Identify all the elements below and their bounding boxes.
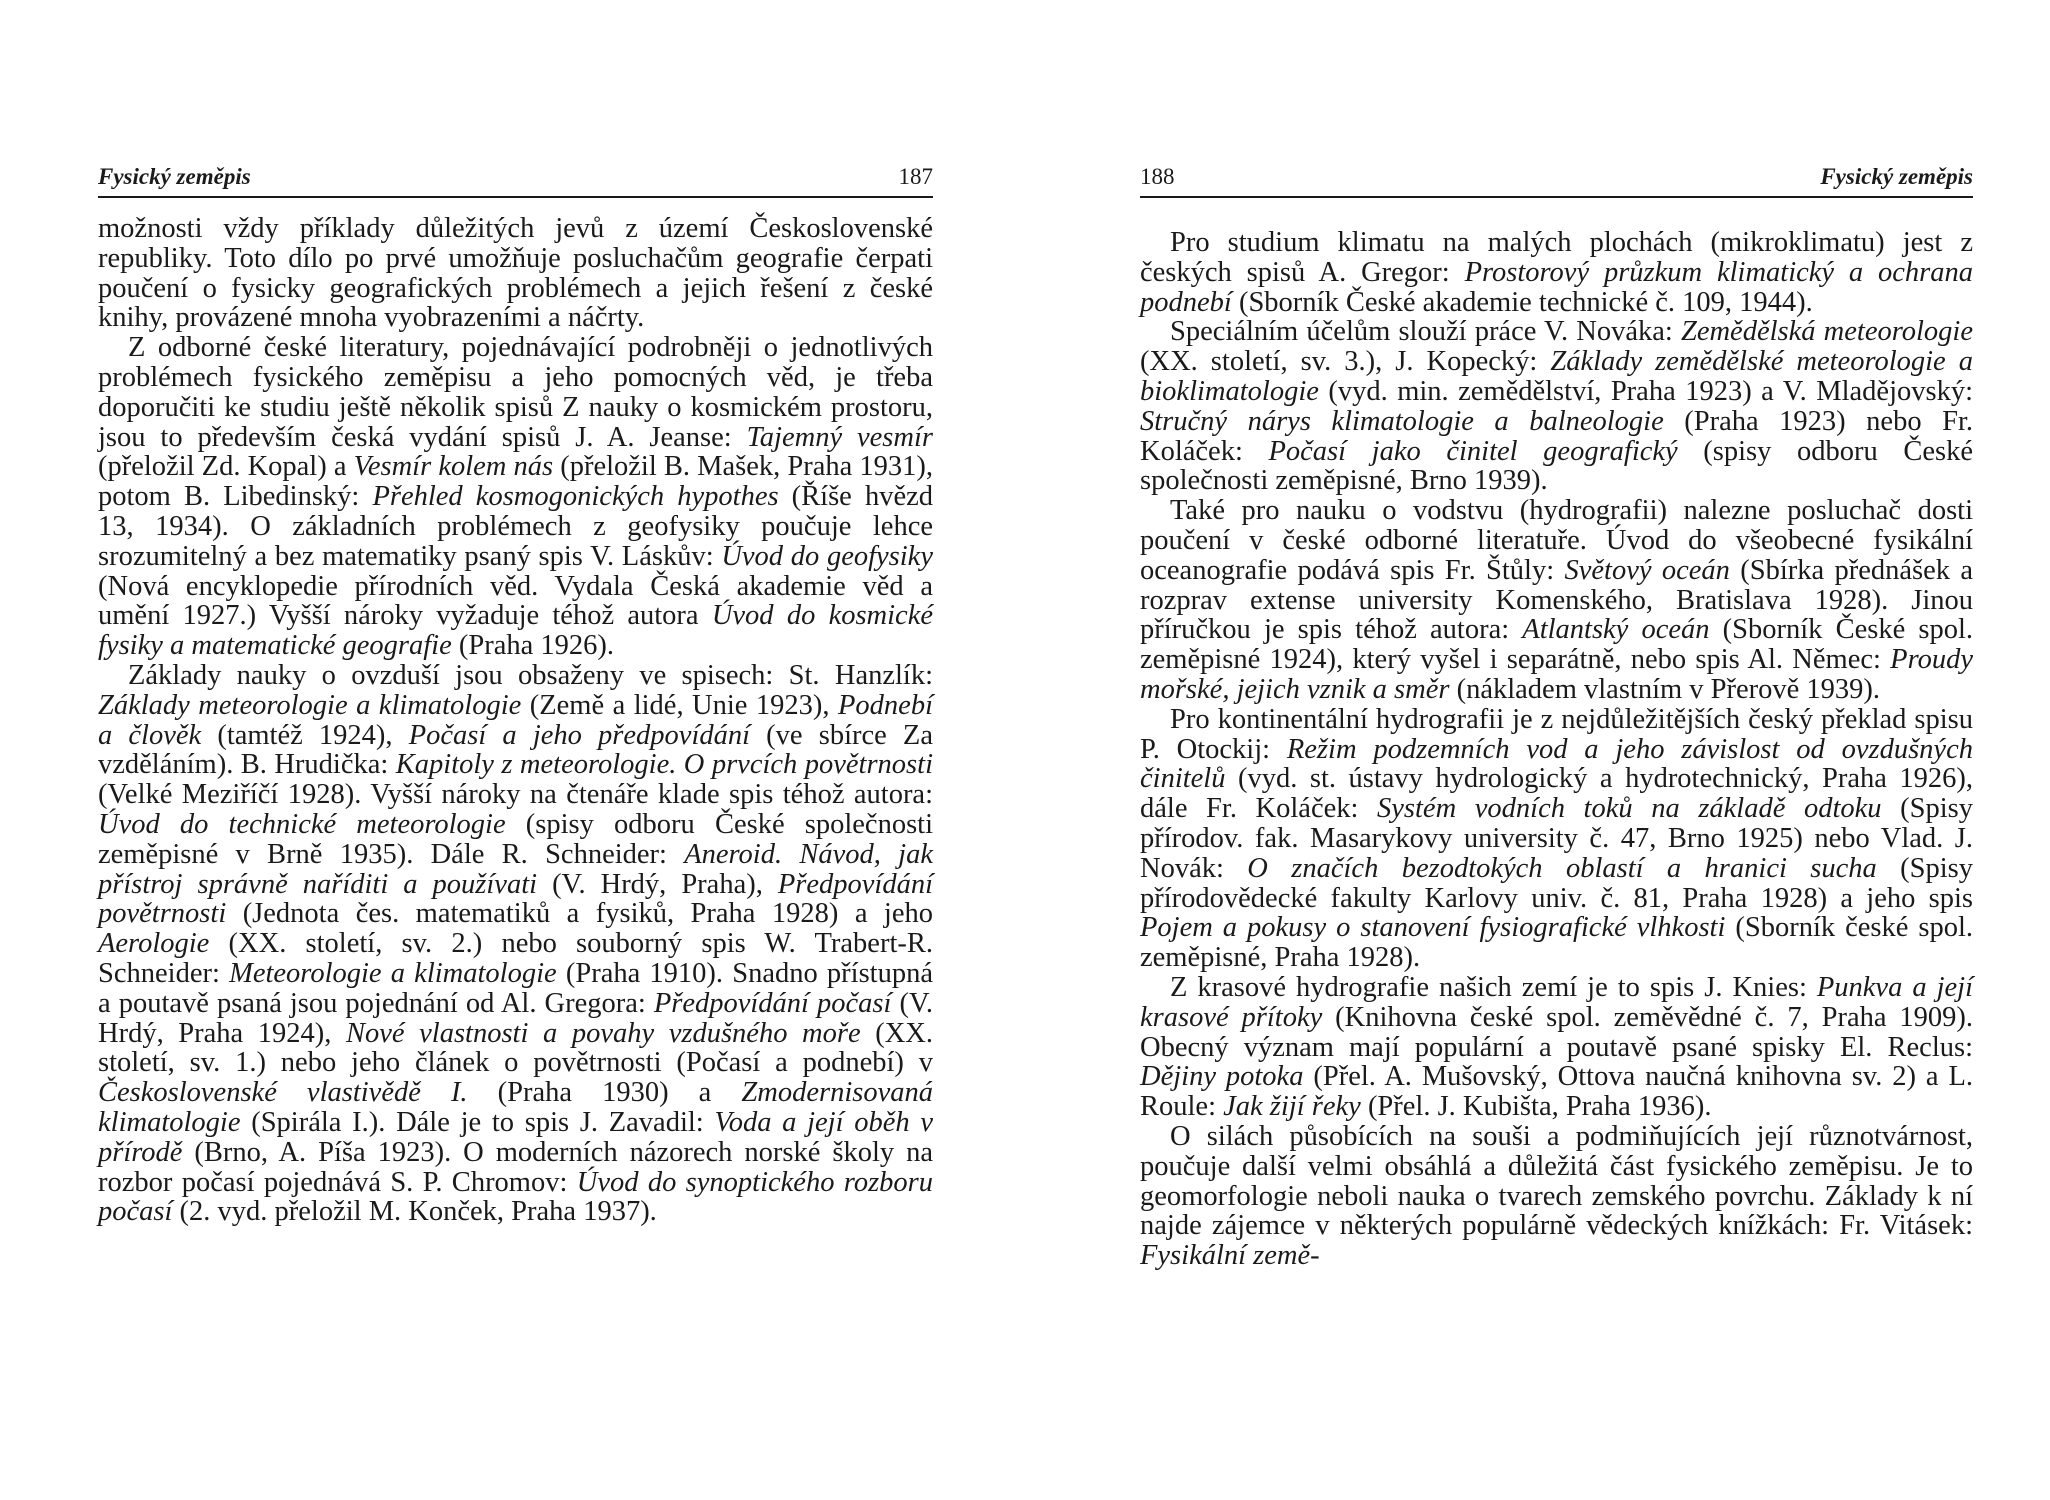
- italic-title: Systém vodních toků na základě odtoku: [1377, 793, 1882, 825]
- italic-title: Meteorologie a klimatologie: [229, 957, 557, 989]
- italic-title: Zemědělská meteorologie: [1680, 316, 1973, 348]
- page-body-right: [1140, 228, 1973, 1271]
- italic-title: Aerologie: [98, 928, 210, 960]
- running-head-left: [98, 160, 933, 198]
- italic-title: Světový oceán: [1564, 554, 1730, 586]
- italic-title: Pojem a pokusy o stanovení fysiografické vlhkosti: [1140, 912, 1726, 944]
- italic-title: Voda a její oběh v přírodě: [98, 1106, 933, 1168]
- paragraph: O silách působících na souši a podmiňujících její různotvárnost, poučuje další velmi obsáhlá a důležitá část fysického zeměpisu. Je to geomorfologie neboli nauka o tvarech zemského povrchu. Základy k ní najde zájemce v některých populárně vědeckých knížkách: Fr. Vitásek: Fysikální země-: [1140, 1120, 1973, 1272]
- italic-title: Proudy mořské, jejich vznik a směr: [1140, 644, 1973, 705]
- page-number: 187: [898, 164, 933, 189]
- running-head-right: [1140, 160, 1973, 198]
- paragraph: Také pro nauku o vodstvu (hydrografii) nalezne posluchač dosti poučení v české odborné literatuře. Úvod do všeobecné fysikální oceanografie podává spis Fr. Štůly: Světový oceán (Sbírka přednášek a rozprav extense university Komenského, Bratislava 1928). Jinou příručkou je spis téhož autora: Atlantský oceán (Sborník České spol. zeměpisné 1924), který vyšel i separátně, nebo spis Al. Němec: Proudy mořské, jejich vznik a směr (nákladem vlastním v Přerově 1939).: [1140, 495, 1973, 705]
- paragraph: Speciálním účelům slouží práce V. Nováka: Zemědělská meteorologie (XX. století, sv. 3.), J. Kopecký: Základy zemědělské meteorologie a bioklimatologie (vyd. min. zemědělství, Praha 1923) a V. Mladějovský: Stručný nárys klimatologie a balneologie (Praha 1923) nebo Fr. Koláček: Počasí jako činitel geografický (spisy odboru České společnosti zeměpisné, Brno 1939).: [1140, 316, 1974, 497]
- paragraph: možnosti vždy příklady důležitých jevů z území Československé republiky. Toto dílo po prvé umožňuje posluchačům geografie čerpati poučení o fysicky geografických problémech a jejich řešení z české knihy, provázené mnoha vyobrazeními a náčrty.: [98, 213, 933, 334]
- page-body-left: [98, 214, 933, 1227]
- italic-title: Úvod do synoptického rozboru počasí: [98, 1166, 933, 1228]
- italic-title: Úvod do kosmické fysiky a matematické geografie: [98, 600, 934, 662]
- italic-title: Počasí a jeho předpovídání: [408, 719, 751, 751]
- italic-title: Atlantský oceán: [1522, 614, 1710, 646]
- italic-title: Předpovídání počasí: [653, 987, 892, 1019]
- page-number: 188: [1140, 164, 1175, 189]
- italic-title: Dějiny potoka: [1140, 1061, 1304, 1093]
- italic-title: Úvod do geofysiky: [721, 540, 933, 572]
- italic-title: Podnebí a člověk: [98, 689, 933, 751]
- running-title: Fysický zeměpis: [1820, 164, 1973, 189]
- italic-title: Režim podzemních vod a jeho závislost od ovzdušných činitelů: [1140, 733, 1973, 795]
- italic-title: Československé vlastivědě I.: [98, 1077, 468, 1109]
- italic-title: Úvod do technické meteorologie: [98, 808, 506, 840]
- paragraph: Z krasové hydrografie našich zemí je to spis J. Knies: Punkva a její krasové přítoky (Knihovna české spol. zeměvědné č. 7, Praha 1909). Obecný význam mají populární a poutavě psané spisky El. Reclus: Dějiny potoka (Přel. A. Mušovský, Ottova naučná knihovna sv. 2) a L. Roule: Jak žijí řeky (Přel. J. Kubišta, Praha 1936).: [1140, 971, 1973, 1123]
- paragraph: Z odborné české literatury, pojednávající podrobněji o jednotlivých problémech fysického zeměpisu a jeho pomocných věd, je třeba doporučiti ke studiu ještě několik spisů Z nauky o kosmickém prostoru, jsou to především česká vydání spisů J. A. Jeanse: Tajemný vesmír (přeložil Zd. Kopal) a Vesmír kolem nás (přeložil B. Mašek, Praha 1931), potom B. Libedinský: Přehled kosmogonických hypothes (Říše hvězd 13, 1934). O základních problémech z geofysiky poučuje lehce srozumitelný a bez matematiky psaný spis V. Láskův: Úvod do geofysiky (Nová encyklopedie přírodních věd. Vydala Česká akademie věd a umění 1927.) Vyšší nároky vyžaduje téhož autora Úvod do kosmické fysiky a matematické geografie (Praha 1926).: [98, 332, 934, 662]
- italic-title: O značích bezodtokých oblastí a hranici sucha: [1247, 852, 1877, 884]
- italic-title: Prostorový průzkum klimatický a ochrana podnebí: [1140, 256, 1974, 318]
- paragraph: Pro kontinentální hydrografii je z nejdůležitějších český překlad spisu P. Otockij: Režim podzemních vod a jeho závislost od ovzdušných činitelů (vyd. st. ústavy hydrologický a hydrotechnický, Praha 1926), dále Fr. Koláček: Systém vodních toků na základě odtoku (Spisy přírodov. fak. Masarykovy university č. 47, Brno 1925) nebo Vlad. J. Novák: O značích bezodtokých oblastí a hranici sucha (Spisy přírodovědecké fakulty Karlovy univ. č. 81, Praha 1928) a jeho spis Pojem a pokusy o stanovení fysiografické vlhkosti (Sborník české spol. zeměpisné, Praha 1928).: [1140, 703, 1973, 974]
- italic-title: Základy meteorologie a klimatologie: [98, 689, 522, 721]
- italic-title: Základy zemědělské meteorologie a bioklimatologie: [1140, 346, 1973, 407]
- italic-title: Aneroid. Návod, jak přístroj správně naříditi a používati: [98, 838, 933, 900]
- italic-title: Zmodernisovaná klimatologie: [98, 1077, 933, 1138]
- italic-title: Vesmír kolem nás: [353, 451, 554, 483]
- italic-title: Fysikální země-: [1140, 1240, 1320, 1272]
- italic-title: Tajemný vesmír: [746, 421, 933, 453]
- italic-title: Předpovídání povětrnosti: [98, 868, 933, 930]
- italic-title: Stručný nárys klimatologie a balneologie: [1140, 405, 1664, 437]
- italic-title: Počasí jako činitel geografický: [1268, 435, 1678, 467]
- italic-title: Jak žijí řeky: [1223, 1091, 1361, 1123]
- italic-title: Punkva a její krasové přítoky: [1140, 971, 1973, 1033]
- italic-title: Přehled kosmogonických hypothes: [372, 481, 779, 513]
- paragraph: Základy nauky o ovzduší jsou obsaženy ve spisech: St. Hanzlík: Základy meteorologie a klimatologie (Země a lidé, Unie 1923), Podnebí a člověk (tamtéž 1924), Počasí a jeho předpovídání (ve sbírce Za vzděláním). B. Hrudička: Kapitoly z meteorologie. O prvcích povětrnosti (Velké Meziříčí 1928). Vyšší nároky na čtenáře klade spis téhož autora: Úvod do technické meteorologie (spisy odboru České společnosti zeměpisné v Brně 1935). Dále R. Schneider: Aneroid. Návod, jak přístroj správně naříditi a používati (V. Hrdý, Praha), Předpovídání povětrnosti (Jednota čes. matematiků a fysiků, Praha 1928) a jeho Aerologie (XX. století, sv. 2.) nebo souborný spis W. Trabert-R. Schneider: Meteorologie a klimatologie (Praha 1910). Snadno přístupná a poutavě psaná jsou pojednání od Al. Gregora: Předpovídání počasí (V. Hrdý, Praha 1924), Nové vlastnosti a povahy vzdušného moře (XX. století, sv. 1.) nebo jeho článek o povětrnosti (Počasí a podnebí) v Československé vlastivědě I. (Praha 1930) a Zmodernisovaná klimatologie (Spirála I.). Dále je to spis J. Zavadil: Voda a její oběh v přírodě (Brno, A. Píša 1923). O moderních názorech norské školy na rozbor počasí pojednává S. P. Chromov: Úvod do synoptického rozboru počasí (2. vyd. přeložil M. Konček, Praha 1937).: [98, 659, 933, 1228]
- italic-title: Nové vlastnosti a povahy vzdušného moře: [345, 1017, 861, 1049]
- paragraph: Pro studium klimatu na malých plochách (mikroklimatu) jest z českých spisů A. Gregor: Prostorový průzkum klimatický a ochrana podnebí (Sborník České akademie technické č. 109, 1944).: [1140, 227, 1974, 318]
- italic-title: Kapitoly z meteorologie. O prvcích povětrnosti: [395, 749, 933, 781]
- running-title: Fysický zeměpis: [98, 164, 251, 189]
